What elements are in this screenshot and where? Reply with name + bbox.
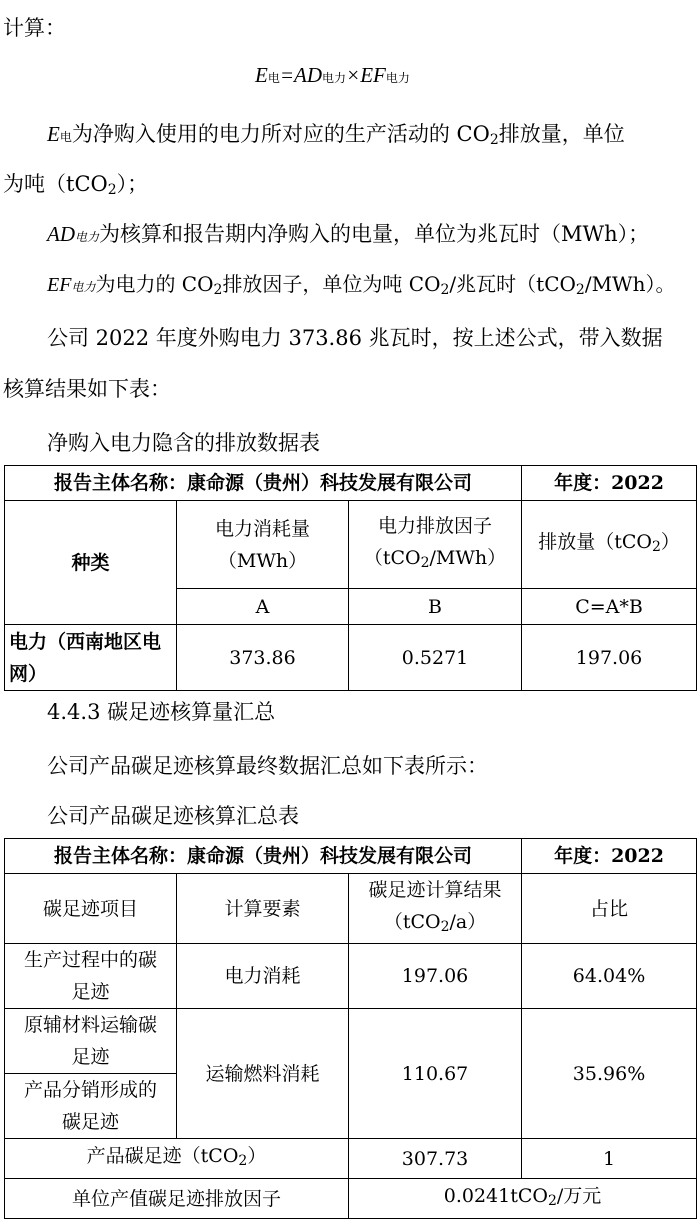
table2-unit-label: 单位产值碳足迹排放因子 (5, 1179, 349, 1219)
table1-col2-header (349, 501, 522, 589)
formula-e: E (255, 63, 268, 87)
table2-unit-value (349, 1179, 697, 1219)
paragraph-1-line2: 核算结果如下表： (3, 377, 171, 401)
table-electricity-emissions (4, 465, 697, 691)
table1-kind-header: 种类 (5, 501, 177, 625)
table2-r3-item-line1: 产品分销形成的 (23, 1079, 157, 1101)
formula-e-sub: 电 (267, 71, 280, 85)
definition-ad (47, 218, 649, 248)
table1-col1-header (177, 501, 349, 589)
table1-col3-title-end: ） (660, 531, 680, 553)
definition-ef-text3: /兆瓦时（tCO (449, 272, 576, 296)
definition-ef (47, 268, 675, 298)
symbol-e-sub: 电 (59, 130, 72, 144)
table2-header-entity: 报告主体名称：康命源（贵州）科技发展有限公司 (5, 839, 522, 874)
table2-unit-value-end: /万元 (556, 1185, 602, 1207)
table2-total-label (5, 1139, 349, 1179)
table2-h1: 碳足迹项目 (5, 874, 177, 944)
table2-r2-item (5, 1009, 177, 1074)
table2-r1-factor: 电力消耗 (177, 944, 349, 1009)
paragraph-1-line1: 公司 2022 年度外购电力 373.86 兆瓦时，按上述公式，带入数据 (47, 326, 663, 350)
table2-h3-unit-start: （tCO (383, 911, 441, 933)
table1-col2-title: 电力排放因子 (378, 515, 493, 537)
table2-total-value: 307.73 (349, 1139, 522, 1179)
table2-r3-item (5, 1074, 177, 1139)
definition-e-line2 (3, 168, 148, 198)
formula-ef: ×EF (346, 63, 386, 87)
formula (255, 63, 410, 88)
table1-col1-title: 电力消耗量 (214, 517, 310, 540)
table1-col2-unit (353, 542, 517, 579)
table1-col2-unit-start: （tCO (363, 547, 421, 569)
definition-e-line2-end: ）； (116, 172, 149, 196)
subscript-2: 2 (213, 282, 223, 298)
table2-total-share: 1 (522, 1139, 697, 1179)
table1-col2-unit-end: /MWh） (429, 547, 507, 569)
subscript-2: 2 (440, 282, 450, 298)
definition-e (47, 118, 625, 148)
table1-header-entity: 报告主体名称：康命源（贵州）科技发展有限公司 (5, 466, 522, 501)
symbol-ad: AD (47, 222, 75, 246)
table1-caption: 净购入电力隐含的排放数据表 (47, 431, 320, 455)
table1-col2-code: B (349, 589, 522, 625)
table2-caption: 公司产品碳足迹核算汇总表 (47, 804, 299, 828)
formula-ad: =AD (279, 63, 323, 87)
table2-r1-item (5, 944, 177, 1009)
table2-h3-unit-end: /a） (449, 911, 487, 933)
table2-r1-result: 197.06 (349, 944, 522, 1009)
table1-value-emissions: 197.06 (522, 625, 697, 691)
table2-r2-item-line2: 足迹 (71, 1046, 110, 1068)
intro-text: 计算： (3, 16, 66, 40)
table1-col1-unit: （MWh） (217, 549, 308, 572)
table1-row-label (5, 625, 177, 691)
subscript-2: 2 (440, 919, 450, 935)
table2-total-label-text: 产品碳足迹（tCO (86, 1145, 239, 1167)
table2-r23-result: 110.67 (349, 1009, 522, 1139)
table2-h3 (349, 874, 522, 944)
subscript-2: 2 (575, 282, 585, 298)
symbol-ef-sub: 电力 (71, 280, 96, 294)
definition-e-text2: 排放量，单位 (498, 122, 625, 146)
table1-col3-title: 排放量（tCO (538, 531, 652, 553)
table1-col1-code: A (177, 589, 349, 625)
definition-e-text1: 为净购入使用的电力所对应的生产活动的 CO (71, 122, 490, 146)
table1-value-consumption: 373.86 (177, 625, 349, 691)
symbol-ef: EF (47, 274, 72, 296)
definition-ef-text2: 排放因子，单位为吨 CO (222, 272, 441, 296)
table2-r3-item-line2: 碳足迹 (61, 1111, 119, 1133)
table1-value-factor: 0.5271 (349, 625, 522, 691)
definition-ef-text1: 为电力的 CO (95, 272, 214, 296)
table2-h3-unit (353, 906, 517, 943)
table1-col3-header (522, 501, 697, 589)
subscript-2: 2 (489, 132, 499, 148)
subscript-2: 2 (651, 539, 661, 555)
formula-ef-sub: 电力 (385, 71, 410, 85)
subscript-2: 2 (420, 555, 430, 571)
definition-e-line2-text: 为吨（tCO (3, 172, 108, 196)
table2-h4: 占比 (522, 874, 697, 944)
table2-header-year: 年度：2022 (522, 839, 697, 874)
table1-row-label-line1: 电力（西南地区电 (9, 630, 162, 653)
table2-r23-factor: 运输燃料消耗 (177, 1009, 349, 1139)
definition-ef-text4: /MWh）。 (584, 272, 676, 296)
table2-h3-title: 碳足迹计算结果 (368, 879, 502, 901)
table2-total-label-end: ） (247, 1145, 267, 1167)
table1-header-year: 年度：2022 (522, 466, 697, 501)
section-heading: 4.4.3 碳足迹核算量汇总 (47, 700, 276, 724)
table2-h2: 计算要素 (177, 874, 349, 944)
table2-r2-item-line1: 原辅材料运输碳 (23, 1014, 157, 1036)
symbol-e: E (47, 122, 60, 146)
definition-ad-text: 为核算和报告期内净购入的电量，单位为兆瓦时（MWh）； (99, 222, 650, 246)
table2-unit-value-text: 0.0241tCO (443, 1185, 548, 1207)
symbol-ad-sub: 电力 (75, 230, 100, 244)
table2-r23-share: 35.96% (522, 1009, 697, 1139)
table2-r1-item-line1: 生产过程中的碳 (23, 949, 157, 971)
formula-ad-sub: 电力 (322, 71, 347, 85)
table-carbon-footprint-summary (4, 838, 697, 1219)
subscript-2: 2 (547, 1193, 557, 1209)
table1-row-label-line2: 网） (9, 662, 48, 685)
paragraph-2: 公司产品碳足迹核算最终数据汇总如下表所示： (47, 754, 488, 778)
table2-r1-share: 64.04% (522, 944, 697, 1009)
table1-col3-code: C=A*B (522, 589, 697, 625)
subscript-2: 2 (238, 1153, 248, 1169)
table2-r1-item-line2: 足迹 (71, 981, 110, 1003)
subscript-2: 2 (107, 182, 117, 198)
